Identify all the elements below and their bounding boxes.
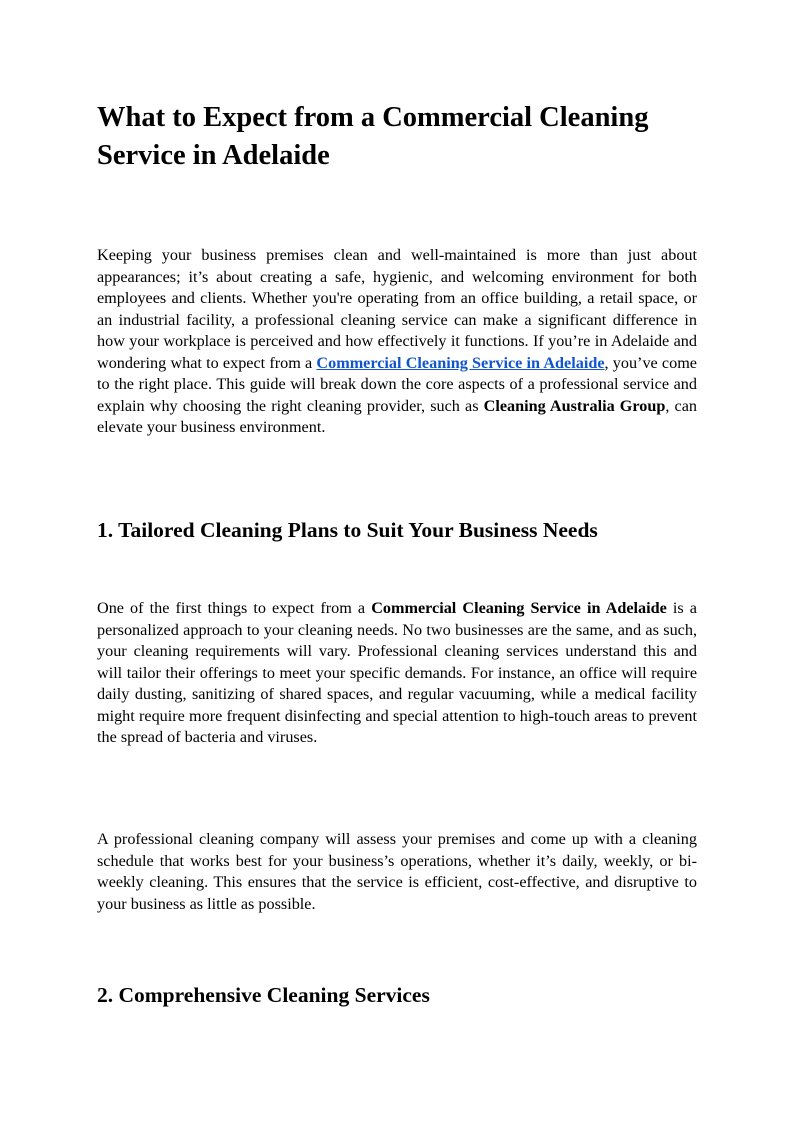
section-1-text-1: One of the first things to expect from a xyxy=(97,599,372,617)
intro-text-1: Keeping your business premises clean and well-maintained is more than just about appearances; it’s about creating a safe, hygienic, and welcoming environment for both employees and clients. Whether you're operating from an office building, a retail space, or an industrial facility, a professional cleaning service can make a significant difference in how your workplace is perceived and how effectively it functions. If you’re in Adelaide and wondering what to expect from a xyxy=(97,246,697,372)
page-title: What to Expect from a Commercial Cleaning Service in Adelaide xyxy=(97,102,649,171)
section-1-text-2: is a personalized approach to your cleaning needs. No two businesses are the same, and as such, your cleaning requirements will vary. Professional cleaning services understand this and will tailor their offerings to meet your specific demands. For instance, an office will require daily dusting, sanitizing of shared spaces, and regular vacuuming, while a medical facility might require more frequent disinfecting and special attention to high-touch areas to prevent the spread of bacteria and viruses. xyxy=(97,599,697,746)
section-1-bold-service: Commercial Cleaning Service in Adelaide xyxy=(371,599,667,617)
company-name: Cleaning Australia Group xyxy=(483,396,666,415)
intro-paragraph xyxy=(97,245,697,439)
section-1-paragraph-2: A professional cleaning company will assess your premises and come up with a cleaning schedule that works best for your business’s operations, whether it’s daily, weekly, or bi-weekly cleaning. This ensures that the service is efficient, cost-effective, and disruptive to your business as little as possible. xyxy=(97,830,697,913)
intro-text-3: , can elevate your business environment. xyxy=(97,396,698,436)
intro-text-2: , you’ve come to the right place. This guide will break down the core aspects of a professional service and explain why choosing the right cleaning provider, such as xyxy=(97,353,697,415)
section-1-heading: 1. Tailored Cleaning Plans to Suit Your Business Needs xyxy=(97,518,598,542)
commercial-cleaning-link[interactable]: Commercial Cleaning Service in Adelaide xyxy=(316,353,605,372)
section-1-paragraph-1 xyxy=(97,598,697,749)
section-2-heading: 2. Comprehensive Cleaning Services xyxy=(97,983,430,1007)
